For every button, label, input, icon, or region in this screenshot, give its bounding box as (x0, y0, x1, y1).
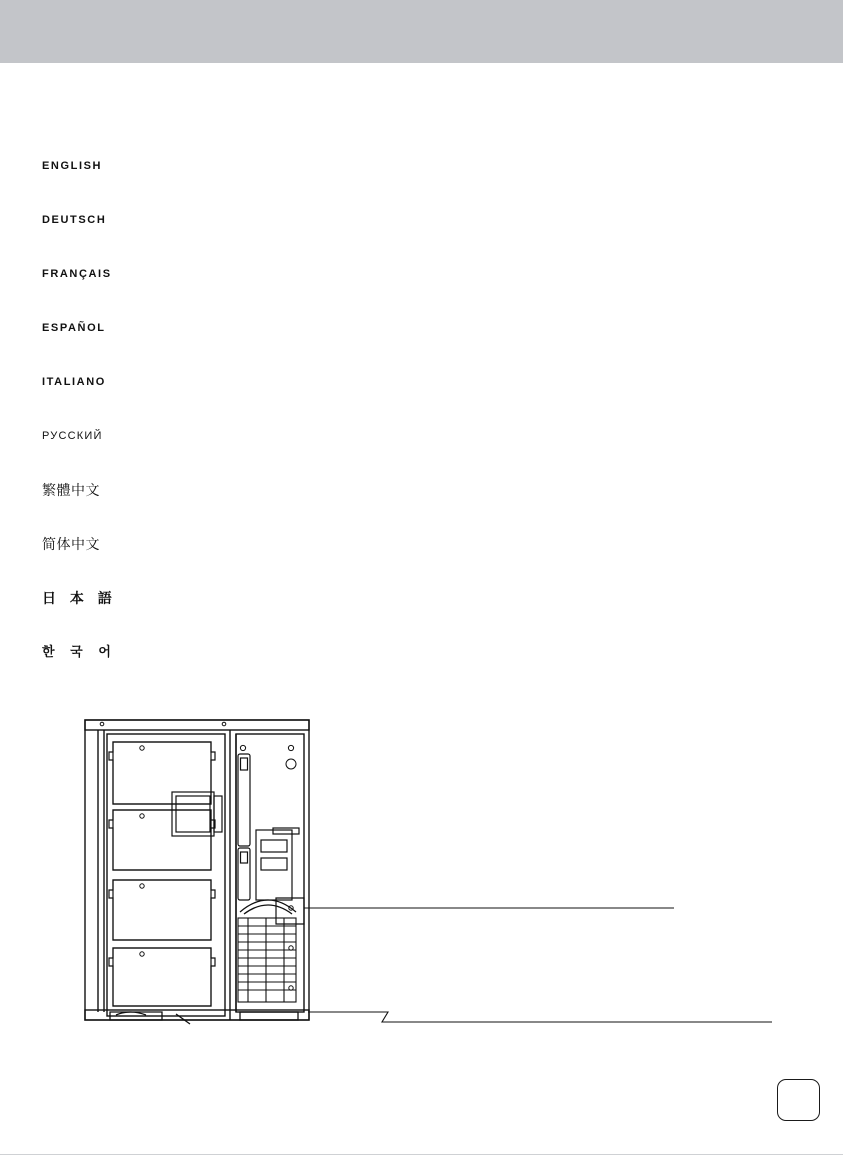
header-band (0, 0, 843, 63)
chassis-illustration (80, 712, 780, 1032)
language-item-russian[interactable]: РУССКИЙ (42, 430, 103, 442)
footer-divider (0, 1154, 843, 1155)
language-item-korean[interactable]: 한 국 어 (42, 644, 117, 659)
language-item-traditional-chinese[interactable]: 繁體中文 (42, 482, 100, 498)
language-item-deutsch[interactable]: DEUTSCH (42, 214, 107, 226)
language-item-francais[interactable]: FRANÇAIS (42, 268, 112, 280)
language-item-simplified-chinese[interactable]: 简体中文 (42, 536, 100, 552)
language-item-italiano[interactable]: ITALIANO (42, 376, 106, 388)
language-list (42, 155, 342, 695)
language-item-english[interactable]: ENGLISH (42, 160, 103, 172)
callout-line-lower (308, 1012, 772, 1022)
language-item-espanol[interactable]: ESPAÑOL (42, 322, 106, 334)
page-number-badge (777, 1079, 820, 1121)
language-item-japanese[interactable]: 日 本 語 (42, 590, 117, 606)
